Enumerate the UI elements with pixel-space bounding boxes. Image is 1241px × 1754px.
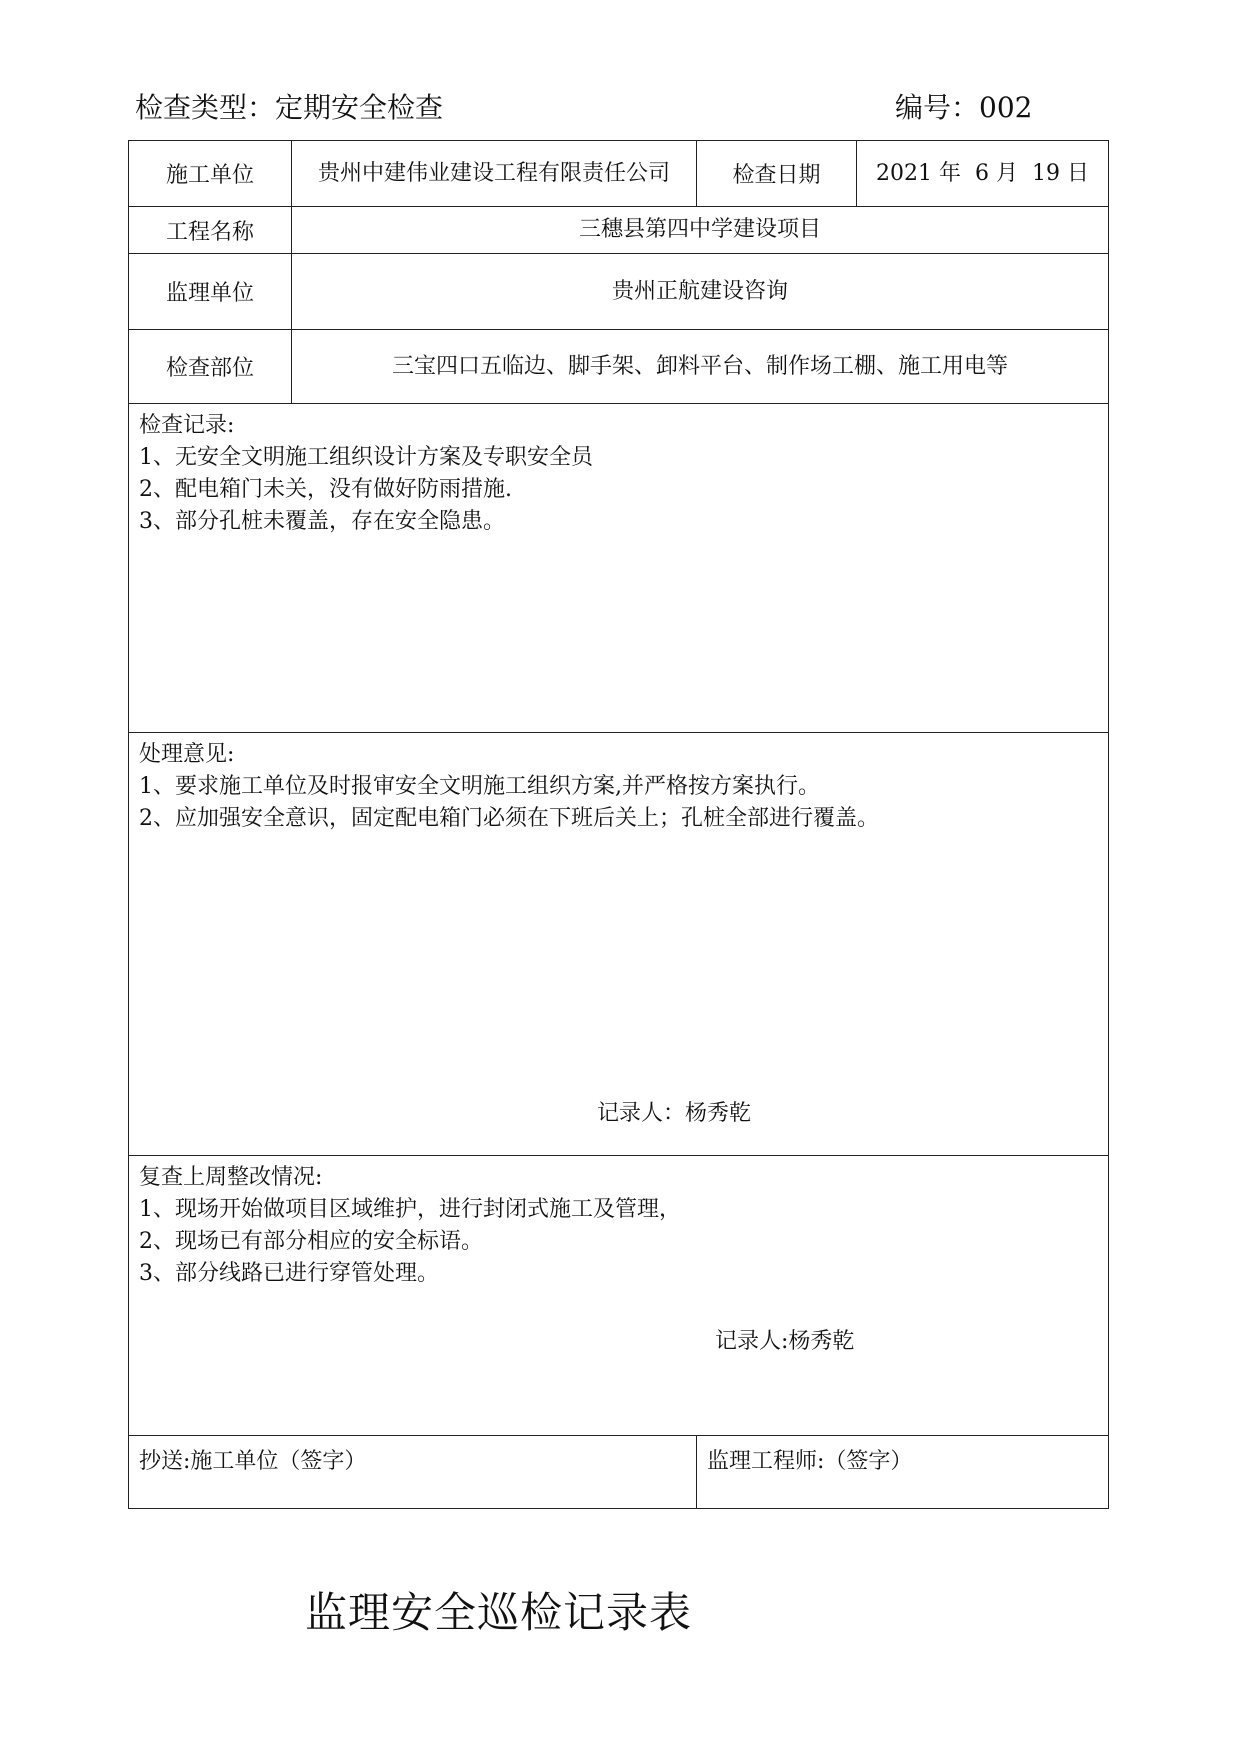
check-type: 检查类型：定期安全检查 <box>135 91 444 124</box>
check-area-value: 三宝四口五临边、脚手架、卸料平台、制作场工棚、施工用电等 <box>292 330 1109 404</box>
inspection-heading: 检查记录: <box>139 413 235 438</box>
check-date-value: 2021 年 6 月 19 日 <box>857 141 1109 207</box>
project-name-value: 三穗县第四中学建设项目 <box>292 207 1109 254</box>
inspection-item: 1、无安全文明施工组织设计方案及专职安全员 <box>139 445 593 470</box>
opinion-cell <box>129 733 1109 1156</box>
inspection-item: 3、部分孔桩未覆盖，存在安全隐患。 <box>139 509 505 534</box>
construction-unit-label: 施工单位 <box>129 141 292 207</box>
inspection-form <box>128 140 1109 1509</box>
review-item: 1、现场开始做项目区域维护，进行封闭式施工及管理， <box>139 1197 681 1222</box>
supervision-unit-label: 监理单位 <box>129 254 292 330</box>
engineer-signature: 监理工程师:（签字） <box>697 1436 1109 1509</box>
review-heading: 复查上周整改情况: <box>139 1165 323 1190</box>
opinion-item: 2、应加强安全意识，固定配电箱门必须在下班后关上；孔桩全部进行覆盖。 <box>139 806 879 831</box>
opinion-item: 1、要求施工单位及时报审安全文明施工组织方案,并严格按方案执行。 <box>139 774 820 799</box>
project-name-label: 工程名称 <box>129 207 292 254</box>
review-cell <box>129 1156 1109 1436</box>
opinion-heading: 处理意见: <box>139 742 235 767</box>
opinion-recorder: 记录人：杨秀乾 <box>597 1101 752 1126</box>
review-item: 2、现场已有部分相应的安全标语。 <box>139 1229 483 1254</box>
record-number: 编号：002 <box>895 91 1033 124</box>
check-date-label: 检查日期 <box>697 141 857 207</box>
review-item: 3、部分线路已进行穿管处理。 <box>139 1261 439 1286</box>
check-area-label: 检查部位 <box>129 330 292 404</box>
supervision-unit-value: 贵州正航建设咨询 <box>292 254 1109 330</box>
copy-to-signature: 抄送:施工单位（签字） <box>129 1436 697 1509</box>
construction-unit-value: 贵州中建伟业建设工程有限责任公司 <box>292 141 697 207</box>
inspection-record-cell <box>129 404 1109 733</box>
review-recorder: 记录人:杨秀乾 <box>715 1329 855 1354</box>
document-title: 监理安全巡检记录表 <box>305 1588 693 1637</box>
inspection-item: 2、配电箱门未关，没有做好防雨措施. <box>139 477 512 502</box>
